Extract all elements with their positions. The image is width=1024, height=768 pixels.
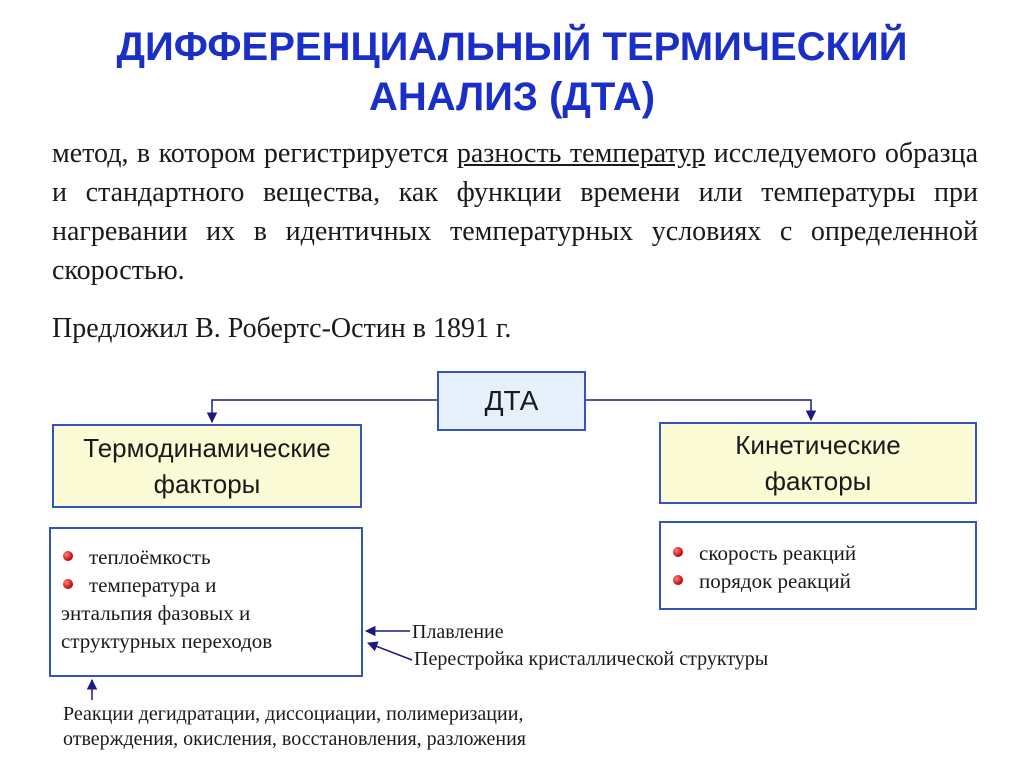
list-item-text: теплоёмкость bbox=[89, 545, 211, 569]
list-item bbox=[61, 543, 353, 571]
thermodynamic-line-2: факторы bbox=[153, 469, 261, 499]
list-item-text: порядок реакций bbox=[699, 569, 851, 593]
thermodynamic-factors-list bbox=[49, 527, 363, 677]
definition-end: исследуемого образца и стандартного вещества, как функции времени или температуры при нагревании их в идентичных температурных условиях с определенной скоростью. bbox=[52, 138, 979, 286]
definition-underlined-term: разность температур bbox=[456, 138, 706, 169]
thermodynamic-line-1: Термодинамические bbox=[83, 433, 331, 463]
list-item-continuation: структурных переходов bbox=[61, 629, 273, 653]
bullet-icon bbox=[673, 547, 683, 557]
arrow-restructuring bbox=[368, 643, 412, 660]
dta-center-box bbox=[437, 371, 586, 431]
bullet-icon bbox=[63, 551, 73, 561]
dta-label: ДТА bbox=[484, 385, 539, 416]
bullet-icon bbox=[673, 575, 683, 585]
bullet-icon bbox=[63, 579, 73, 589]
thermodynamic-factors-box bbox=[52, 424, 362, 508]
reactions-note-line-2: отверждения, окисления, восстановления, разложения bbox=[63, 728, 526, 750]
list-item bbox=[671, 567, 967, 595]
title-line-2: АНАЛИЗ (ДТА) bbox=[368, 75, 656, 119]
kinetic-line-1: Кинетические bbox=[735, 430, 901, 460]
list-item-text: температура и bbox=[89, 573, 217, 597]
proposed-by-text: Предложил В. Робертс-Остин в 1891 г. bbox=[52, 313, 512, 344]
list-item bbox=[671, 539, 967, 567]
list-item-text: скорость реакций bbox=[699, 541, 857, 565]
connector-to-kinetic bbox=[586, 400, 811, 420]
kinetic-line-2: факторы bbox=[764, 466, 872, 496]
title-line-1: ДИФФЕРЕНЦИАЛЬНЫЙ ТЕРМИЧЕСКИЙ bbox=[116, 25, 908, 69]
list-item bbox=[61, 571, 353, 599]
reactions-note bbox=[63, 702, 526, 752]
definition-start: метод, в котором регистрируется bbox=[52, 138, 457, 169]
reactions-note-line-1: Реакции дегидратации, диссоциации, полимеризации, bbox=[63, 703, 524, 725]
kinetic-factors-list bbox=[659, 521, 977, 610]
list-item-continuation: энтальпия фазовых и bbox=[61, 601, 251, 625]
kinetic-factors-box bbox=[659, 422, 977, 504]
note-restructuring: Перестройка кристаллической структуры bbox=[414, 648, 769, 670]
connector-to-thermodynamic bbox=[212, 400, 437, 422]
note-melting: Плавление bbox=[412, 621, 504, 643]
